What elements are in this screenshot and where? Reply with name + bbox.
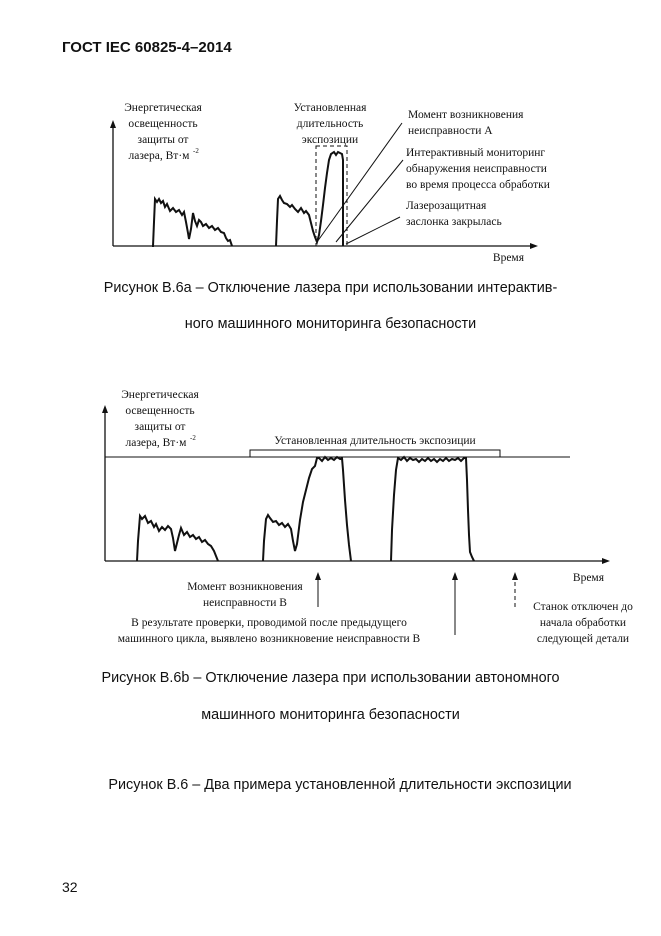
figure-a-monitoring-line-3: во время процесса обработки (406, 179, 550, 191)
figure-a-caption-line-1: Рисунок В.6а – Отключение лазера при использовании интерактив- (103, 280, 558, 296)
figure-b-ylabel-line-3: защиты от (134, 421, 186, 433)
figure-a-ylabel-line-4: лазера, Вт·м (128, 150, 190, 162)
figure-b-fault-line-2: неисправности В (203, 597, 287, 609)
figure-b-check-line-2: машинного цикла, выявлено возникновение неисправности В (117, 633, 421, 645)
figure-b-ylabel-line-2: освещенность (125, 405, 195, 417)
figure-b-check-line-1: В результате проверки, проводимой после предыдущего (131, 617, 407, 629)
figure-b-exposure-bracket (250, 450, 500, 457)
page-number: 32 (62, 879, 78, 895)
standard-header: ГОСТ IEC 60825-4–2014 (62, 39, 232, 56)
figure-a-exposure-line-1: Установленная (293, 102, 367, 114)
figure-b-arrowhead-fault (315, 572, 321, 580)
figure-b-signal-trace (137, 457, 474, 561)
figure-a-x-arrow (530, 243, 538, 249)
figure-a-ylabel-sup: -2 (193, 147, 199, 155)
figure-b-arrowhead-stop (512, 572, 518, 580)
figure-b-caption-line-1: Рисунок В.6b – Отключение лазера при использовании автономного (101, 670, 560, 686)
figure-a (110, 102, 550, 264)
figure-a-ylabel-line-2: освещенность (128, 118, 198, 130)
figure-a-fault-line-1: Момент возникновения (408, 109, 524, 121)
figure-b-ylabel-line-4: лазера, Вт·м (125, 437, 187, 449)
figure-b-stop-line-3: следующей детали (536, 633, 630, 645)
figure-b-stop-line-2: начала обработки (539, 617, 627, 629)
figure-b-arrowhead-check (452, 572, 458, 580)
figure-b-ylabel-sup: -2 (190, 434, 196, 442)
figure-a-signal-trace (152, 152, 343, 246)
figure-a-ylabel-line-1: Энергетическая (124, 102, 202, 114)
figure-a-ylabel-line-3: защиты от (137, 134, 189, 146)
figure-a-exposure-line-2: длительность (296, 118, 364, 130)
figure-a-shutter-line-2: заслонка закрылась (406, 216, 502, 228)
figure-b-ylabel-line-1: Энергетическая (121, 389, 199, 401)
figure-b-y-arrow (102, 405, 108, 413)
figure-b-xlabel: Время (572, 572, 604, 584)
figure-b-stop-line-1: Станок отключен до (533, 601, 633, 613)
figure-a-leader-shutter (346, 217, 400, 244)
figure-a-fault-line-2: неисправности А (408, 125, 493, 137)
figure-a-monitoring-line-2: обнаружения неисправности (406, 163, 547, 175)
figure-a-caption-line-2: ного машинного мониторинга безопасности (184, 316, 477, 332)
figure-a-y-arrow (110, 120, 116, 128)
figure-b-caption-line-2: машинного мониторинга безопасности (201, 707, 460, 723)
figure-caption: Рисунок В.6 – Два примера установленной длительности экспозиции (108, 777, 572, 793)
figure-b (102, 389, 633, 645)
figure-b-x-arrow (602, 558, 610, 564)
figure-a-monitoring-line-1: Интерактивный мониторинг (406, 147, 546, 159)
figure-a-exposure-line-3: экспозиции (301, 134, 359, 146)
figure-b-exposure-label: Установленная длительность экспозиции (274, 435, 476, 447)
figure-b-fault-line-1: Момент возникновения (187, 581, 303, 593)
figure-a-xlabel: Время (492, 252, 524, 264)
figure-a-shutter-line-1: Лазерозащитная (406, 200, 487, 212)
